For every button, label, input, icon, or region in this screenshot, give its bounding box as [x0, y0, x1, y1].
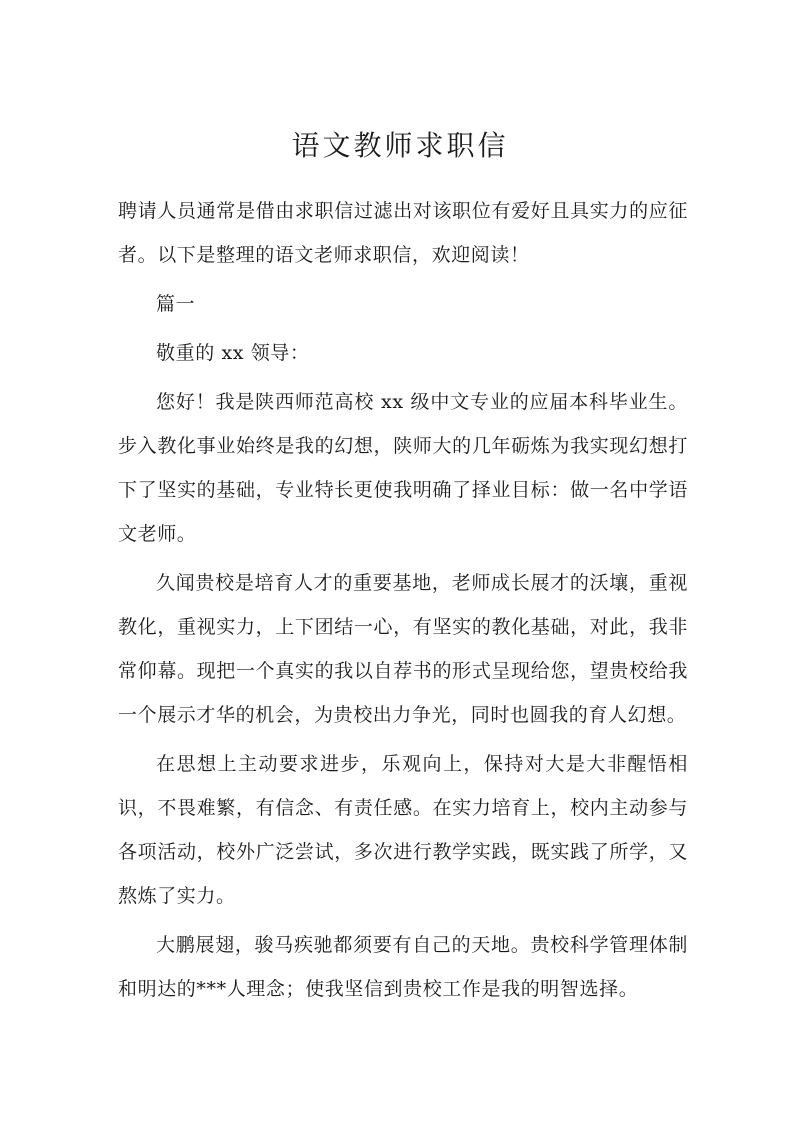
- paragraph-salutation: 敬重的 xx 领导：: [156, 342, 310, 364]
- document-title: 语文教师求职信: [291, 129, 509, 162]
- paragraph-greeting: 您好！我是陕西师范高校 xx 级中文专业的应届本科毕业生。步入教化事业始终是我的幻想，陕师大的几年砺炼为我实现幻想打下了坚实的基础，专业特长更使我明确了择业目标：做一名中学语文老师。: [118, 391, 688, 545]
- document-body: [118, 189, 688, 1016]
- paragraph-closing-choice: 大鹏展翅，骏马疾驰都须要有自己的天地。贵校科学管理体制和明达的***人理念；使我坚信到贵校工作是我的明智选择。: [118, 934, 688, 1000]
- paragraph-section-heading: 篇一: [156, 293, 196, 315]
- paragraph-personal-growth: 在思想上主动要求进步，乐观向上，保持对大是大非醒悟相识，不畏难繁，有信念、有责任感。在实力培育上，校内主动参与各项活动，校外广泛尝试，多次进行教学实践，既实践了所学，又熬炼了实力。: [118, 753, 688, 907]
- paragraph-intro: 聘请人员通常是借由求职信过滤出对该职位有爱好且具实力的应征者。以下是整理的语文老师求职信，欢迎阅读！: [118, 200, 688, 266]
- paragraph-school-praise: 久闻贵校是培育人才的重要基地，老师成长展才的沃壤，重视教化，重视实力，上下团结一心，有坚实的教化基础，对此，我非常仰幕。现把一个真实的我以自荐书的形式呈现给您，望贵校给我一个展示才华的机会，为贵校出力争光，同时也圆我的育人幻想。: [118, 572, 688, 726]
